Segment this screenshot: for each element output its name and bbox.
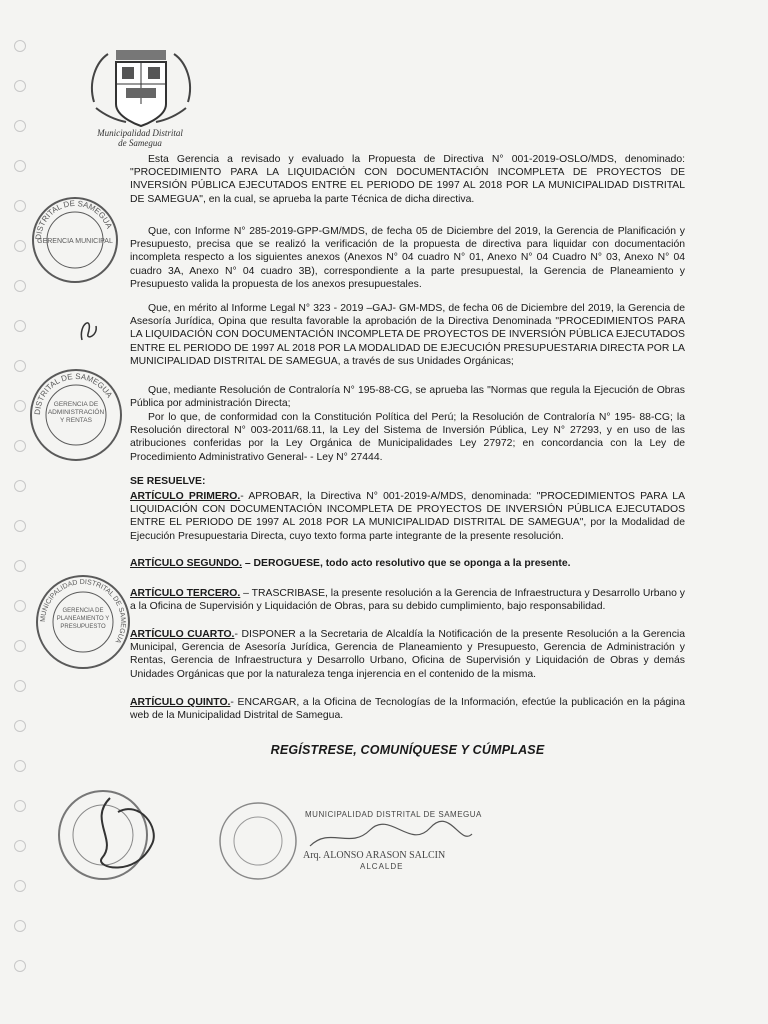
article-3-text: – TRASCRIBASE, la presente resolución a la Gerencia de Infraestructura y Desarrollo Urbano y a la Oficina de Supervisión y Liquidación de Obras, para su debido cumplimiento, bajo responsabilidad. [130,588,685,613]
article-1-text: - APROBAR, la Directiva N° 001-2019-A/MDS, denominada: "PROCEDIMIENTOS PARA LA LIQUIDACIÓN CON DOCUMENTACIÓN INCOMPLETA DE PROYECTOS DE INVERSIÓN PÚBLICA EJECUTADOS ENTRE EL PERIODO DE 1997 AL 2018 POR LA MUNICIPALIDAD DISTRITAL DE SAMEGUA", por la Modalidad de Ejecución Presupuestaria Directa, cuyo texto forma parte integrante de la presente resolución. [130,491,686,542]
stamp-lower-left-blurred [48,780,168,890]
paragraph-5: Por lo que, de conformidad con la Constitución Política del Perú; la Resolución de Contraloría N° 195- 88-CG; la Resolución directoral N° 003-2011/68.11, la Ley del Sistema de Inversión Pública, Ley N° 27293, y en uso de las atribuciones conferidas por la Ley Orgánica de Municipalidades Ley 27972; en concordancia con la Ley de Procedimiento Administrativo General- - Ley N° 27444. [130,412,685,463]
stamp-2-center-text: GERENCIA DE ADMINISTRACIÓN Y RENTAS [47,401,105,424]
stamp-3-ring-text: MUNICIPALIDAD DISTRITAL DE SAMEGUA [39,578,127,645]
article-1 [130,490,685,543]
mayor-handwritten-signature [300,820,480,854]
article-2-label: ARTÍCULO SEGUNDO. [130,558,242,569]
article-5-label: ARTÍCULO QUINTO. [130,697,231,708]
stamp-administracion-rentas [28,367,124,463]
closing-formula: REGÍSTRESE, COMUNÍQUESE Y CÚMPLASE [270,743,545,757]
article-2-text: – DEROGUESE, todo acto resolutivo que se oponga a la presente. [242,558,571,569]
article-5 [130,696,685,722]
signature-name: Arq. ALONSO ARASON SALCIN [303,850,446,861]
article-5-text: - ENCARGAR, a la Oficina de Tecnologías de la Información, efectúe la publicación en la página web de la Municipalidad Distrital de Samegua. [130,697,685,722]
signature-header: MUNICIPALIDAD DISTRITAL DE SAMEGUA [305,810,482,819]
article-4 [130,628,685,681]
paragraph-4: Que, mediante Resolución de Contraloría N° 195-88-CG, se aprueba las "Normas que regula la Ejecución de Obras Pública por administración Directa; [130,385,685,410]
stamp-planeamiento-presupuesto [34,573,132,671]
margin-initials-signature [74,310,104,344]
article-2 [130,557,685,570]
article-3 [130,587,685,613]
article-4-label: ARTÍCULO CUARTO. [130,629,235,640]
stamp-alcaldia [210,795,310,885]
signature-role: ALCALDE [360,862,404,871]
stamp-gerencia-municipal [30,195,120,285]
article-4-text: - DISPONER a la Secretaria de Alcaldía la Notificación de la presente Resolución a la Gerencia Municipal, Gerencia de Asesoría Jurídica, Gerencia de Planeamiento y Presupuesto, Gerencia de Administración y Rentas, Gerencia de Infraestructura y Desarrollo Urbano, Oficina de Supervisión y Liquidación de Obras y demás Unidades Orgánicas que por la naturaleza tenga injerencia en el contenido de la misma. [130,629,685,680]
stamp-2-ring-text: DISTRITAL DE SAMEGUA [32,371,114,416]
paragraph-3: Que, en mérito al Informe Legal N° 323 - 2019 –GAJ- GM-MDS, de fecha 06 de Diciembre del 2019, la Gerencia de Asesoría Jurídica, Opina que resulta favorable la aprobación de la Directiva Denominada "PROCEDIMIENTOS PARA LA LIQUIDACIÓN CON DOCUMENTACIÓN INCOMPLETA DE PROYECTOS DE INVERSIÓN PÚBLICA EJECUTADOS ENTRE EL PERIODO DE 1997 AL 2018 POR LA MODALIDAD DE EJECUCIÓN PRESUPUESTARIA DIRECTA POR LA MUNICIPALIDAD DISTRITAL DE SAMEGUA, a través de sus Unidades Orgánicas; [130,303,685,367]
paragraph-1: Esta Gerencia a revisado y evaluado la Propuesta de Directiva N° 001-2019-OSLO/MDS, denominado: "PROCEDIMIENTO PARA LA LIQUIDACIÓN CON DOCUMENTACIÓN INCOMPLETA DE PROYECTOS DE INVERSIÓN PÚBLICA EJECUTADOS ENTRE EL PERIODO DE 1997 AL 2018 POR LA MUNICIPALIDAD DISTRITAL DE SAMEGUA", en la cual, se aprueba la parte Técnica de dicha directiva. [130,154,685,205]
stamp-1-ring-text: DISTRITAL DE SAMEGUA [33,198,114,241]
municipal-crest-logo [86,42,196,132]
resolve-heading: SE RESUELVE: [130,476,206,487]
municipality-line-2: de Samegua [118,138,162,148]
article-1-label: ARTÍCULO PRIMERO. [130,491,241,502]
municipality-line-1: Municipalidad Distrital [97,128,183,138]
binder-holes [14,40,30,1000]
stamp-1-center-text: GERENCIA MUNICIPAL [37,238,113,245]
stamp-3-center-text: GERENCIA DE PLANEAMIENTO Y PRESUPUESTO [56,608,110,630]
article-3-label: ARTÍCULO TERCERO. [130,588,241,599]
municipality-name [80,128,200,148]
paragraph-2: Que, con Informe N° 285-2019-GPP-GM/MDS, de fecha 05 de Diciembre del 2019, la Gerencia de Planificación y Presupuesto, precisa que se realizó la verificación de la propuesta de directiva para liquidar con documentación incompleta respecto a los siguientes anexos (Anexos N° 04 cuadro N° 01, Anexo N° 04 Cuadro N° 03, Anexo N° 04 cuadro 3A, Anexo N° 04 cuadro 3B), correspondiente a la parte presupuestal, la Gerencia de Planeamiento y Presupuesto valida la propuesta de los anexos presupuestales. [130,226,685,290]
